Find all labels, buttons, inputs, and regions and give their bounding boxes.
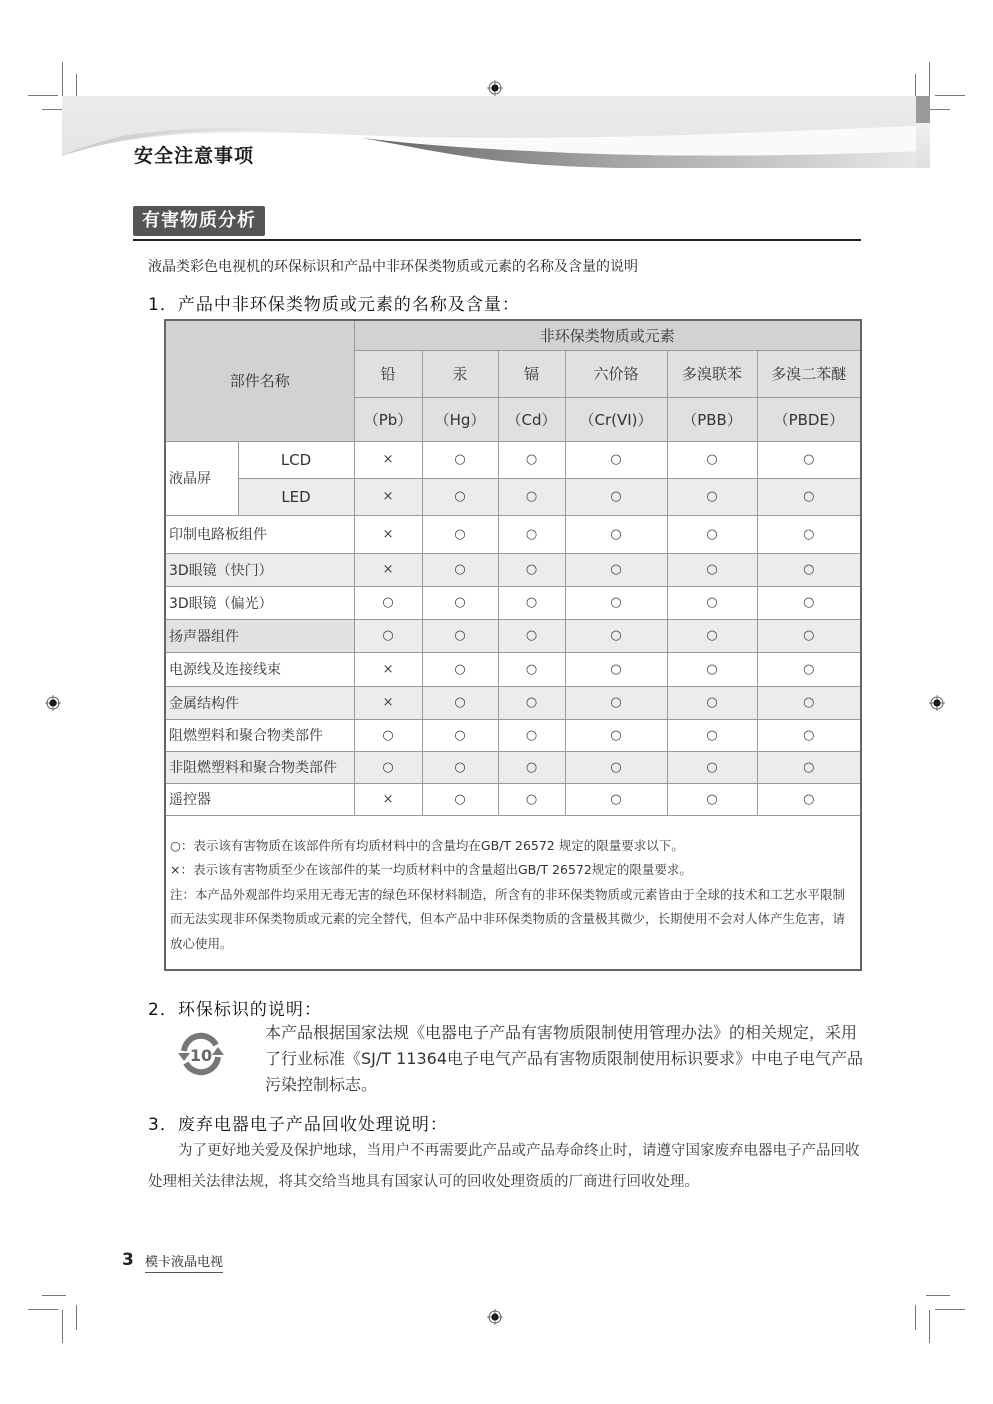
substance-symbol: （Cr(VI)） bbox=[565, 397, 667, 441]
value-cell: ○ bbox=[565, 441, 667, 478]
part-name: 3D眼镜（快门） bbox=[165, 553, 354, 586]
value-cell: × bbox=[354, 652, 422, 686]
note-cross-legend: ×：表示该有害物质至少在该部件的某一均质材料中的含量超出GB/T 26572规定的限量要求。 bbox=[170, 862, 692, 877]
environmental-10-year-logo-icon bbox=[176, 1031, 226, 1077]
crop-mark bbox=[929, 62, 930, 96]
value-cell: ○ bbox=[667, 619, 757, 652]
crop-mark bbox=[935, 1309, 965, 1310]
substance-symbol: （Hg） bbox=[422, 397, 498, 441]
value-cell: ○ bbox=[757, 478, 861, 515]
substance-name: 多溴联苯 bbox=[667, 350, 757, 397]
part-name: 金属结构件 bbox=[165, 686, 354, 719]
table-row bbox=[165, 686, 861, 719]
value-cell: ○ bbox=[565, 553, 667, 586]
page-number: 3 bbox=[122, 1250, 134, 1270]
value-cell: ○ bbox=[667, 783, 757, 815]
value-cell: ○ bbox=[498, 586, 565, 619]
value-cell: ○ bbox=[565, 478, 667, 515]
value-cell: ○ bbox=[667, 515, 757, 553]
value-cell: × bbox=[354, 686, 422, 719]
table-row bbox=[165, 515, 861, 553]
value-cell: ○ bbox=[667, 441, 757, 478]
part-name: LCD bbox=[238, 441, 354, 478]
intro-text: 液晶类彩色电视机的环保标识和产品中非环保类物质或元素的名称及含量的说明 bbox=[148, 259, 638, 275]
section-title-chip: 有害物质分析 bbox=[133, 206, 265, 236]
value-cell: ○ bbox=[667, 751, 757, 783]
value-cell: ○ bbox=[667, 586, 757, 619]
value-cell: ○ bbox=[422, 478, 498, 515]
section-1-heading: 1．产品中非环保类物质或元素的名称及含量： bbox=[148, 295, 520, 315]
value-cell: ○ bbox=[422, 441, 498, 478]
value-cell: ○ bbox=[422, 783, 498, 815]
value-cell: ○ bbox=[498, 652, 565, 686]
value-cell: ○ bbox=[498, 553, 565, 586]
part-name: 遥控器 bbox=[165, 783, 354, 815]
table-notes bbox=[165, 815, 861, 970]
crop-mark bbox=[28, 1309, 58, 1310]
value-cell: ○ bbox=[498, 515, 565, 553]
hazardous-substance-table bbox=[164, 319, 862, 971]
part-name: 3D眼镜（偏光） bbox=[165, 586, 354, 619]
substance-name: 镉 bbox=[498, 350, 565, 397]
value-cell: × bbox=[354, 783, 422, 815]
svg-text:10: 10 bbox=[189, 1046, 213, 1065]
part-name: 非阻燃塑料和聚合物类部件 bbox=[165, 751, 354, 783]
value-cell: ○ bbox=[565, 686, 667, 719]
value-cell: ○ bbox=[757, 783, 861, 815]
value-cell: ○ bbox=[565, 783, 667, 815]
value-cell: ○ bbox=[757, 751, 861, 783]
value-cell: ○ bbox=[757, 619, 861, 652]
crop-mark bbox=[76, 74, 77, 98]
substance-symbol: （PBDE） bbox=[757, 397, 861, 441]
value-cell: × bbox=[354, 553, 422, 586]
crop-mark bbox=[915, 74, 916, 98]
table-row bbox=[165, 441, 861, 478]
table-row bbox=[165, 553, 861, 586]
value-cell: ○ bbox=[422, 751, 498, 783]
note-remark: 注：本产品外观部件均采用无毒无害的绿色环保材料制造，所含有的非环保类物质或元素皆由于全球的技术和工艺水平限制而无法实现非环保类物质或元素的完全替代，但本产品中非环保类物质的含量极其微少，长期使用不会对人体产生危害，请放心使用。 bbox=[170, 886, 846, 951]
substance-symbol: （Pb） bbox=[354, 397, 422, 441]
value-cell: ○ bbox=[565, 719, 667, 751]
value-cell: ○ bbox=[498, 441, 565, 478]
section-2-body: 本产品根据国家法规《电器电子产品有害物质限制使用管理办法》的相关规定，采用了行业标准《SJ/T 11364电子电气产品有害物质限制使用标识要求》中电子电气产品污染控制标志。 bbox=[265, 1023, 864, 1094]
crop-mark bbox=[935, 95, 965, 96]
part-name-header: 部件名称 bbox=[165, 320, 354, 441]
value-cell: ○ bbox=[422, 515, 498, 553]
table-row bbox=[165, 751, 861, 783]
part-name: 阻燃塑料和聚合物类部件 bbox=[165, 719, 354, 751]
note-circle-legend: ○：表示该有害物质在该部件所有均质材料中的含量均在GB/T 26572 规定的限量要求以下。 bbox=[170, 837, 684, 853]
value-cell: × bbox=[354, 478, 422, 515]
substance-symbol: （Cd） bbox=[498, 397, 565, 441]
value-cell: ○ bbox=[757, 441, 861, 478]
value-cell: ○ bbox=[565, 515, 667, 553]
registration-mark-icon bbox=[929, 695, 945, 711]
value-cell: ○ bbox=[757, 652, 861, 686]
value-cell: ○ bbox=[565, 652, 667, 686]
side-tab-marker bbox=[916, 96, 930, 123]
crop-mark bbox=[926, 1295, 950, 1296]
table-row bbox=[165, 652, 861, 686]
value-cell: ○ bbox=[422, 686, 498, 719]
crop-mark bbox=[915, 1305, 916, 1330]
section-3-body: 为了更好地关爱及保护地球，当用户不再需要此产品或产品寿命终止时，请遵守国家废弃电器电子产品回收处理相关法律法规，将其交给当地具有国家认可的回收处理资质的厂商进行回收处理。 bbox=[148, 1143, 860, 1190]
section-divider bbox=[133, 239, 861, 241]
value-cell: ○ bbox=[498, 751, 565, 783]
value-cell: ○ bbox=[354, 751, 422, 783]
table-notes-row bbox=[165, 815, 861, 970]
part-name: 印制电路板组件 bbox=[165, 515, 354, 553]
value-cell: ○ bbox=[354, 619, 422, 652]
value-cell: ○ bbox=[498, 719, 565, 751]
part-name: 扬声器组件 bbox=[165, 619, 354, 652]
table-row bbox=[165, 719, 861, 751]
page-title: 安全注意事项 bbox=[134, 145, 255, 167]
registration-mark-icon bbox=[487, 1309, 503, 1325]
registration-mark-icon bbox=[487, 80, 503, 96]
substance-name: 多溴二苯醚 bbox=[757, 350, 861, 397]
substance-group-header: 非环保类物质或元素 bbox=[354, 320, 861, 350]
section-2-heading: 2．环保标识的说明： bbox=[148, 1000, 322, 1020]
crop-mark bbox=[42, 109, 64, 110]
registration-mark-icon bbox=[45, 695, 61, 711]
crop-mark bbox=[28, 95, 58, 96]
value-cell: ○ bbox=[498, 783, 565, 815]
value-cell: ○ bbox=[667, 553, 757, 586]
value-cell: ○ bbox=[422, 586, 498, 619]
table-row bbox=[165, 783, 861, 815]
value-cell: ○ bbox=[667, 686, 757, 719]
table-row bbox=[165, 586, 861, 619]
substance-name: 铅 bbox=[354, 350, 422, 397]
value-cell: ○ bbox=[667, 719, 757, 751]
value-cell: ○ bbox=[422, 553, 498, 586]
value-cell: ○ bbox=[565, 586, 667, 619]
substance-name: 六价铬 bbox=[565, 350, 667, 397]
value-cell: ○ bbox=[757, 686, 861, 719]
part-name: LED bbox=[238, 478, 354, 515]
table-row bbox=[165, 619, 861, 652]
crop-mark bbox=[929, 1310, 930, 1343]
value-cell: ○ bbox=[354, 719, 422, 751]
value-cell: ○ bbox=[422, 719, 498, 751]
crop-mark bbox=[62, 1310, 63, 1343]
section-3-heading: 3．废弃电器电子产品回收处理说明： bbox=[148, 1115, 448, 1135]
value-cell: ○ bbox=[757, 553, 861, 586]
value-cell: ○ bbox=[498, 478, 565, 515]
value-cell: ○ bbox=[565, 619, 667, 652]
value-cell: ○ bbox=[498, 686, 565, 719]
substance-name: 汞 bbox=[422, 350, 498, 397]
crop-mark bbox=[42, 1295, 66, 1296]
value-cell: ○ bbox=[757, 586, 861, 619]
part-group-name: 液晶屏 bbox=[165, 441, 238, 515]
value-cell: ○ bbox=[498, 619, 565, 652]
crop-mark bbox=[76, 1305, 77, 1330]
value-cell: ○ bbox=[422, 619, 498, 652]
part-name: 电源线及连接线束 bbox=[165, 652, 354, 686]
value-cell: ○ bbox=[667, 478, 757, 515]
substance-symbol: （PBB） bbox=[667, 397, 757, 441]
value-cell: × bbox=[354, 441, 422, 478]
value-cell: ○ bbox=[667, 652, 757, 686]
table-row bbox=[165, 478, 861, 515]
value-cell: ○ bbox=[565, 751, 667, 783]
crop-mark bbox=[62, 62, 63, 96]
footer-label: 模卡液晶电视 bbox=[145, 1251, 223, 1273]
value-cell: ○ bbox=[354, 586, 422, 619]
value-cell: × bbox=[354, 515, 422, 553]
value-cell: ○ bbox=[757, 719, 861, 751]
value-cell: ○ bbox=[757, 515, 861, 553]
value-cell: ○ bbox=[422, 652, 498, 686]
side-tab-marker bbox=[916, 123, 930, 168]
